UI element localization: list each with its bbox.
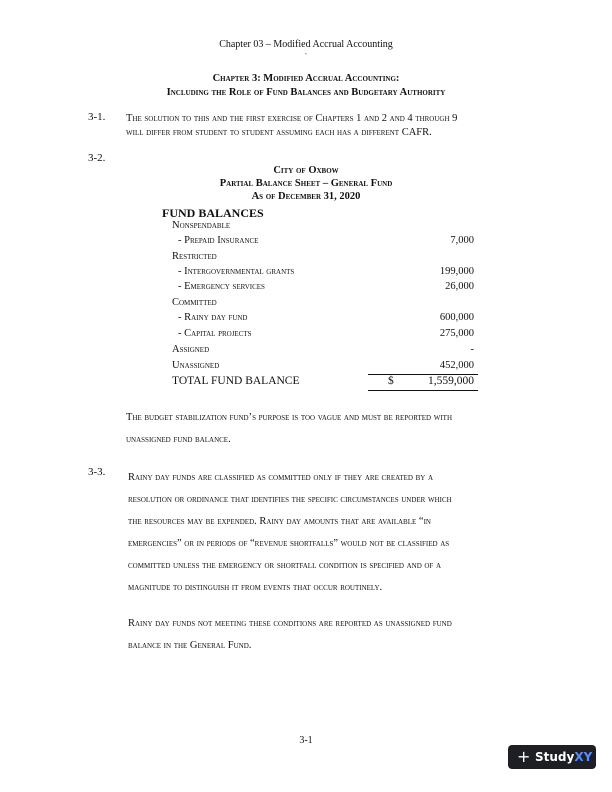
exercise-3-2-note: [126, 407, 452, 451]
label-prepaid-insurance: - Prepaid Insurance: [178, 235, 259, 246]
row-committed: [172, 297, 482, 311]
fund-balances-heading: FUND BALANCES: [162, 206, 264, 220]
note-line2: unassigned fund balance.: [126, 434, 231, 445]
page-header: Chapter 03 – Modified Accrual Accounting: [219, 39, 393, 50]
value-assigned: -: [470, 344, 474, 355]
exercise-3-3-number: 3-3.: [88, 466, 106, 478]
exercise-3-3-paragraph2: [128, 613, 452, 657]
row-assigned: [172, 344, 482, 358]
row-intergovernmental: [172, 266, 482, 280]
badge-suffix: XY: [574, 750, 593, 764]
p1-line6: magnitude to distinguish it from events that occur routinely.: [128, 582, 383, 593]
p1-line5: committed unless the emergency or shortfall condition is specified and of a: [128, 560, 441, 571]
row-prepaid-insurance: [172, 235, 482, 249]
row-total-fund-balance: [172, 375, 482, 389]
p1-line1: Rainy day funds are classified as committed only if they are created by a: [128, 472, 434, 483]
badge-label: [535, 745, 592, 769]
p1-line4: emergencies” or in periods of “revenue shortfalls” would not be classified as: [128, 538, 450, 549]
page-number: 3-1: [299, 735, 313, 746]
p2-line1: Rainy day funds not meeting these conditions are reported as unassigned fund: [128, 618, 452, 629]
label-capital-projects: - Capital projects: [178, 328, 252, 339]
exercise-3-1-line1: The solution to this and the first exercise of Chapters 1 and 2 and 4 through 9: [126, 113, 458, 124]
row-restricted: [172, 251, 482, 265]
value-rainy-day: 600,000: [439, 312, 474, 323]
label-intergovernmental: - Intergovernmental grants: [178, 266, 295, 277]
value-emergency: 26,000: [445, 281, 474, 292]
value-capital-projects: 275,000: [439, 328, 474, 339]
total-rule-bottom: [368, 390, 478, 391]
p1-line2: resolution or ordinance that identifies the specific circumstances under which: [128, 494, 452, 505]
value-prepaid-insurance: 7,000: [450, 235, 474, 246]
exercise-3-1-number: 3-1.: [88, 111, 106, 123]
label-assigned: Assigned: [172, 344, 210, 355]
label-emergency: - Emergency services: [178, 281, 265, 292]
chapter-title-line1: Chapter 3: Modified Accrual Accounting:: [212, 73, 400, 84]
row-capital-projects: [172, 328, 482, 342]
label-restricted: Restricted: [172, 251, 217, 262]
exercise-3-1-line2: will differ from student to student assuming each has a different CAFR.: [126, 127, 432, 138]
tick-mark: `: [304, 52, 308, 61]
exercise-3-3-paragraph1: [128, 467, 452, 599]
value-intergovernmental: 199,000: [439, 266, 474, 277]
row-nonspendable: [172, 220, 482, 234]
p1-line3: the resources may be expended. Rainy day amounts that are available “in: [128, 516, 431, 527]
value-total-fund-balance: 1,559,000: [428, 375, 474, 387]
exercise-3-2-number: 3-2.: [88, 152, 106, 164]
statement-city: City of Oxbow: [273, 165, 339, 176]
note-line1: The budget stabilization fund’s purpose is too vague and must be reported with: [126, 412, 453, 423]
statement-name: Partial Balance Sheet – General Fund: [219, 178, 393, 189]
statement-title: [0, 164, 612, 203]
label-nonspendable: Nonspendable: [172, 220, 231, 231]
label-total-fund-balance: TOTAL FUND BALANCE: [172, 375, 300, 387]
label-unassigned: Unassigned: [172, 360, 220, 371]
plus-icon: +: [517, 747, 531, 766]
row-emergency: [172, 281, 482, 295]
p2-line2: balance in the General Fund.: [128, 640, 252, 651]
total-currency: $: [388, 375, 394, 387]
exercise-3-1-text: [126, 112, 457, 140]
label-committed: Committed: [172, 297, 217, 308]
chapter-title-line2: Including the Role of Fund Balances and Budgetary Authority: [166, 87, 446, 98]
value-unassigned: 452,000: [439, 360, 474, 371]
studyxy-badge[interactable]: [508, 745, 596, 769]
row-unassigned: [172, 360, 482, 374]
row-rainy-day: [172, 312, 482, 326]
badge-prefix: Study: [535, 750, 575, 764]
statement-date: As of December 31, 2020: [251, 191, 361, 202]
chapter-title: [0, 72, 612, 100]
label-rainy-day: - Rainy day fund: [178, 312, 248, 323]
